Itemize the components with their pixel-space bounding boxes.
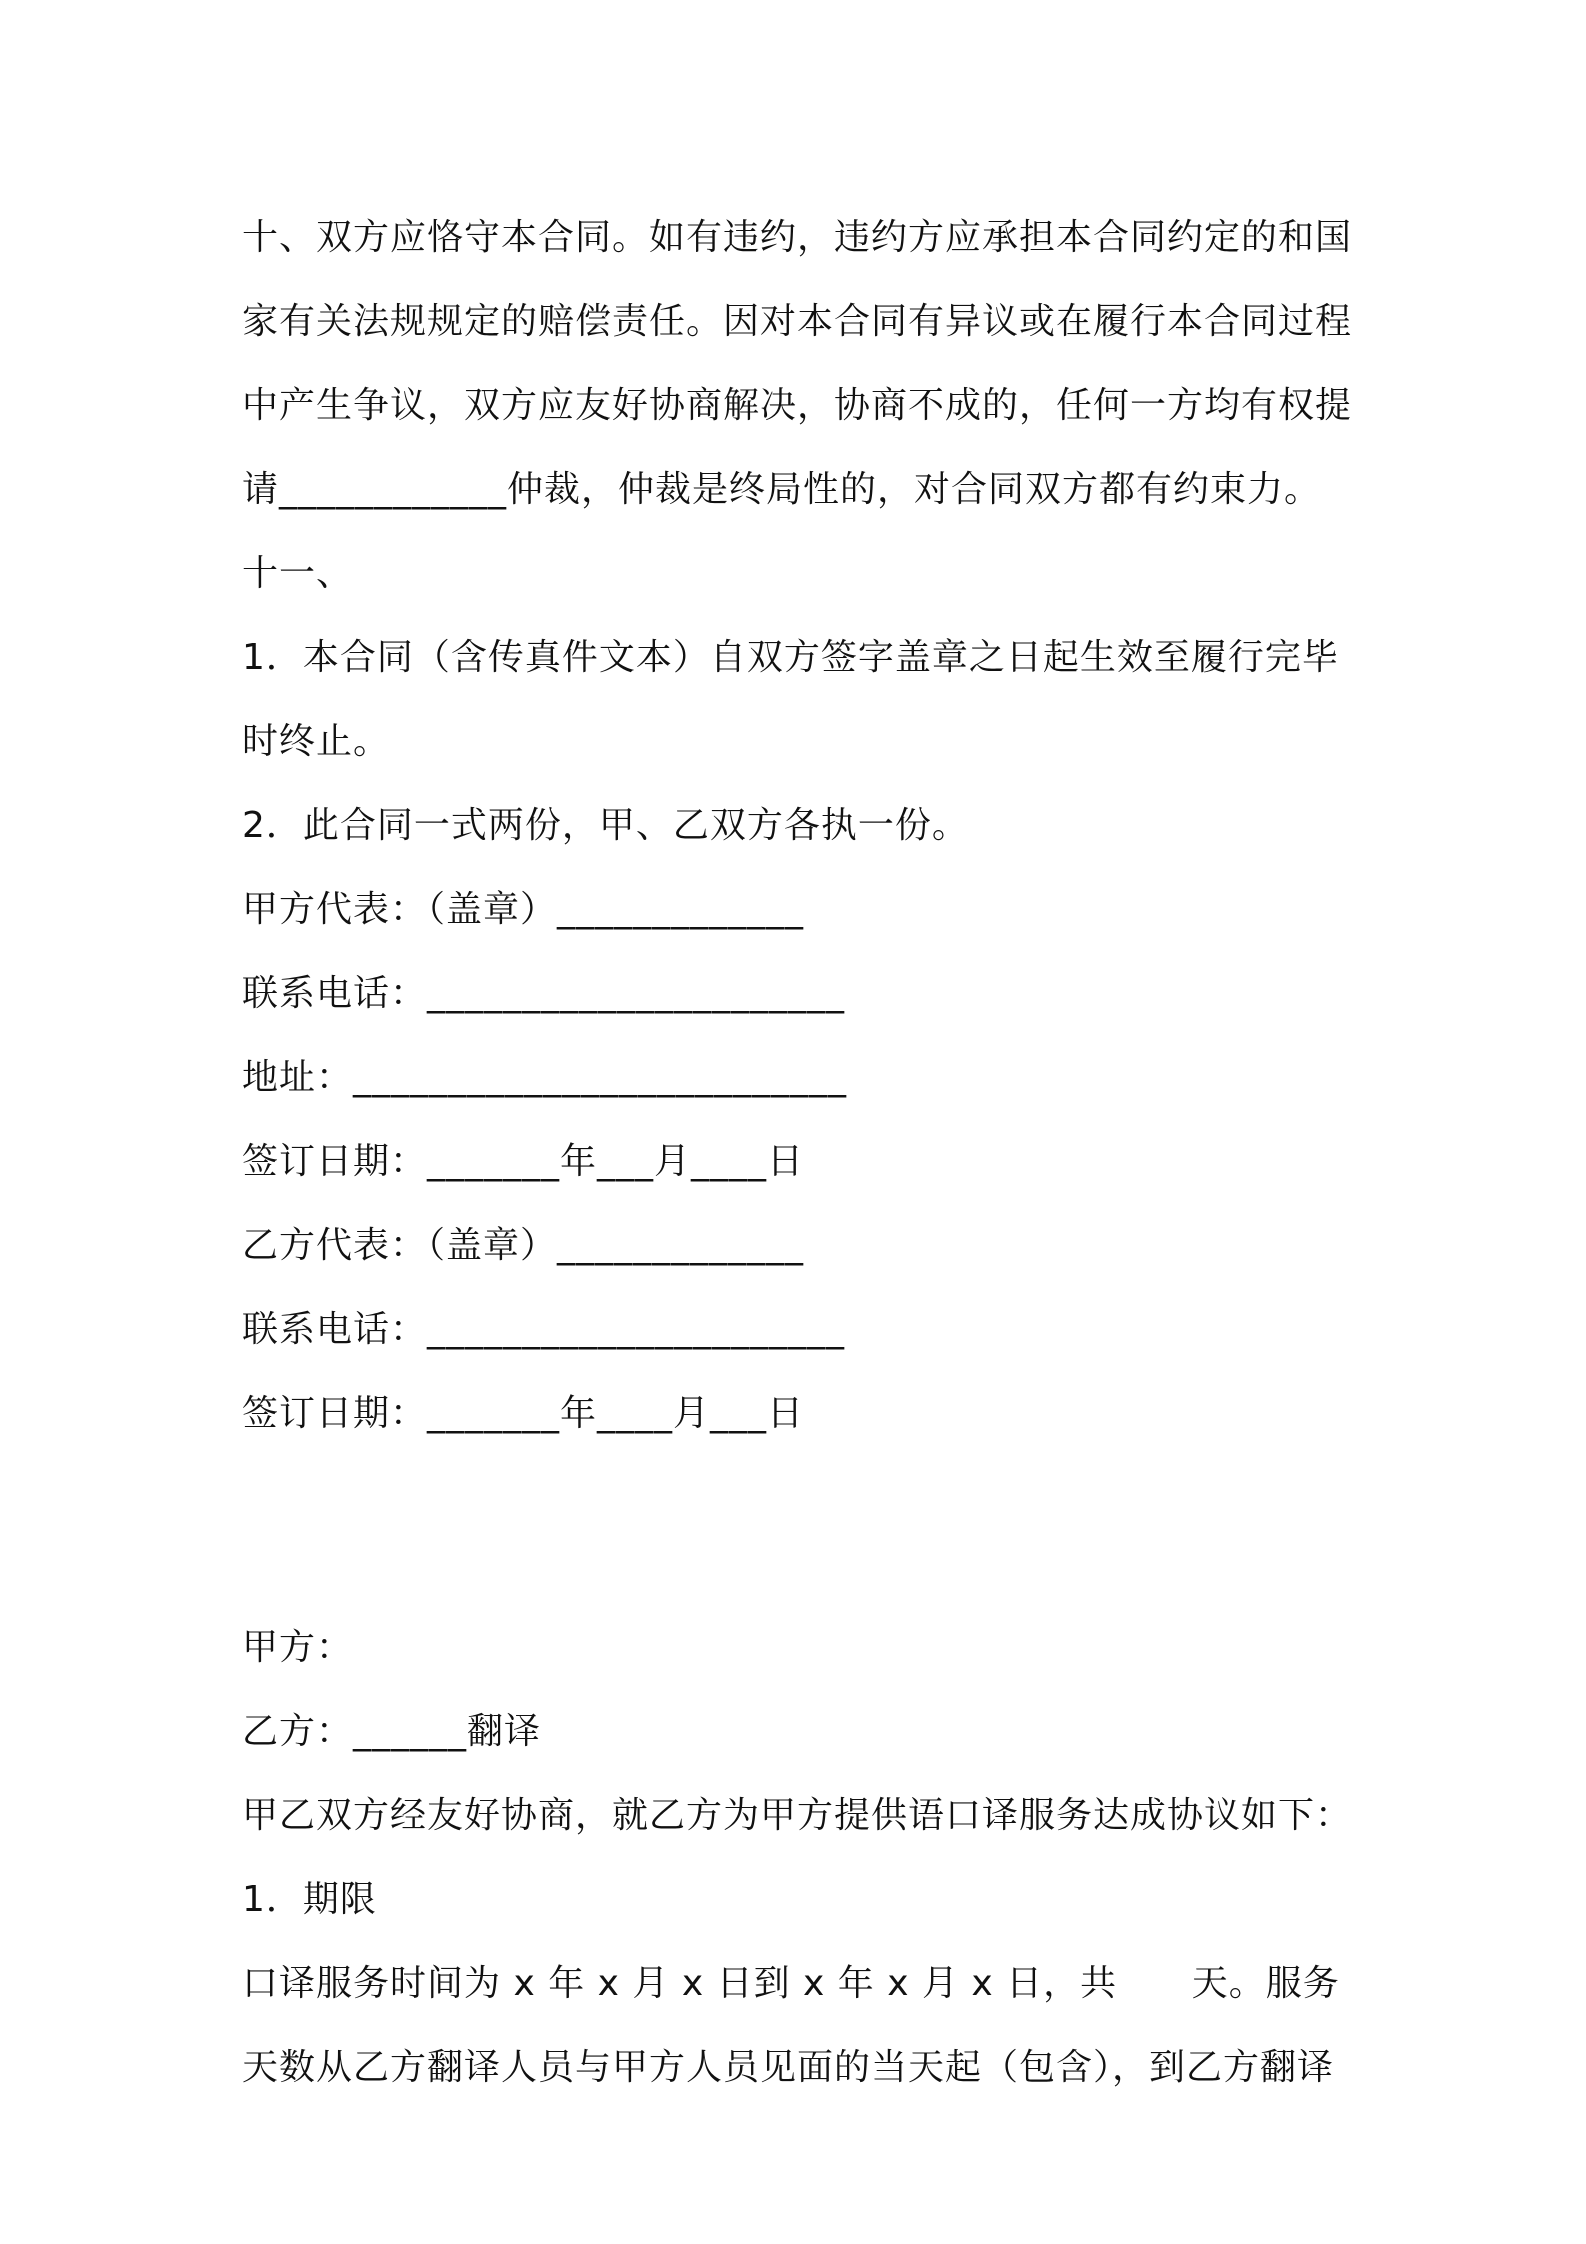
party-a-representative-field: 甲方代表：（盖章）_____________: [242, 889, 805, 930]
section-1-line-1: 口译服务时间为 x 年 x 月 x 日到 x 年 x 月 x 日，共 天。服务: [242, 1963, 1340, 2004]
clause-10-line-1: 十、双方应恪守本合同。如有违约，违约方应承担本合同约定的和国: [242, 217, 1353, 258]
clause-11-item-1-line-2: 时终止。: [242, 721, 391, 762]
next-contract-preamble: 甲乙双方经友好协商，就乙方为甲方提供语口译服务达成协议如下：: [242, 1795, 1353, 1836]
next-contract-party-b: 乙方：______翻译: [242, 1711, 542, 1752]
next-contract-party-a: 甲方：: [242, 1627, 354, 1668]
party-b-sign-date-field: 签订日期：_______年____月___日: [242, 1393, 805, 1434]
party-a-phone-field: 联系电话：______________________: [242, 973, 846, 1014]
section-spacer: [242, 1456, 1362, 1606]
document-body: [242, 196, 1362, 2110]
clause-10-line-4: 请____________仲裁，仲裁是终局性的，对合同双方都有约束力。: [242, 469, 1322, 510]
party-a-sign-date-field: 签订日期：_______年___月____日: [242, 1141, 805, 1182]
clause-11-heading: 十一、: [242, 553, 354, 594]
clause-11-item-2: 2．此合同一式两份，甲、乙双方各执一份。: [242, 805, 969, 846]
clause-11-item-1-line-1: 1．本合同（含传真件文本）自双方签字盖章之日起生效至履行完毕: [242, 637, 1339, 678]
party-a-address-field: 地址：__________________________: [242, 1057, 848, 1098]
section-1-line-2: 天数从乙方翻译人员与甲方人员见面的当天起（包含），到乙方翻译: [242, 2047, 1335, 2088]
clause-10-line-3: 中产生争议，双方应友好协商解决，协商不成的，任何一方均有权提: [242, 385, 1353, 426]
clause-10-line-2: 家有关法规规定的赔偿责任。因对本合同有异议或在履行本合同过程: [242, 301, 1353, 342]
section-1-heading: 1．期限: [242, 1879, 377, 1920]
party-b-representative-field: 乙方代表：（盖章）_____________: [242, 1225, 805, 1266]
party-b-phone-field: 联系电话：______________________: [242, 1309, 846, 1350]
